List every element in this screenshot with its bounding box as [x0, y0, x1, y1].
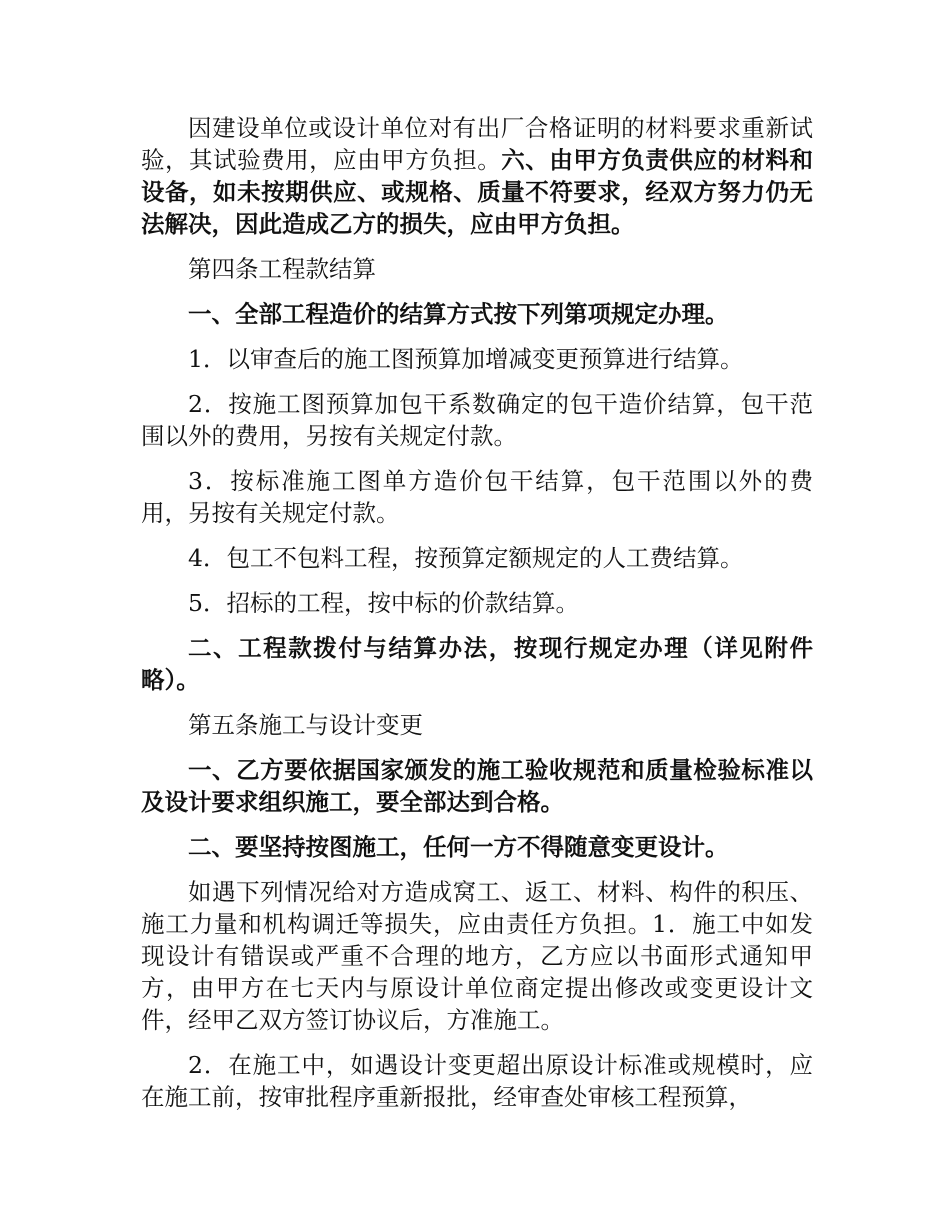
clause-payment-method: 二、工程款拨付与结算办法，按现行规定办理（详见附件略）。 — [141, 634, 813, 694]
list-item-4: 4．包工不包料工程，按预算定额规定的人工费结算。 — [188, 544, 744, 572]
document-page — [141, 112, 813, 1126]
paragraph-bold-text: 六、由甲方负责供应的材料和设备，如未按期供应、或规格、质量不符要求，经双方努力仍无法解决，因此造成乙方的损失，应由甲方负担。 — [141, 146, 814, 238]
clause-settlement-method: 一、全部工程造价的结算方式按下列第项规定办理。 — [188, 300, 729, 328]
list-item-3: 3．按标准施工图单方造价包干结算，包干范围以外的费用，另按有关规定付款。 — [141, 467, 813, 527]
paragraph-text: 因建设单位或设计单位对有出厂合格证明的材料要求重新试验，其试验费用，应由甲方负担。 — [141, 114, 813, 174]
section-heading-article-4: 第四条工程款结算 — [188, 255, 376, 283]
paragraph-loss-responsibility: 如遇下列情况给对方造成窝工、返工、材料、构件的积压、施工力量和机构调迁等损失，应由责任方负担。1．施工中如发现设计有错误或严重不合理的地方，乙方应以书面形式通知甲方，由甲方在七天内与原设计单位商定提出修改或变更设计文件，经甲乙双方签订协议后，方准施工。 — [141, 878, 813, 1034]
paragraph-material-retest — [141, 112, 813, 240]
list-item-5: 5．招标的工程，按中标的价款结算。 — [188, 589, 579, 617]
clause-construction-standards: 一、乙方要依据国家颁发的施工验收规范和质量检验标准以及设计要求组织施工，要全部达到合格。 — [141, 756, 813, 816]
clause-follow-drawings: 二、要坚持按图施工，任何一方不得随意变更设计。 — [188, 833, 729, 861]
section-heading-article-5: 第五条施工与设计变更 — [188, 711, 423, 739]
list-item-2: 2．按施工图预算加包干系数确定的包干造价结算，包干范围以外的费用，另按有关规定付款。 — [141, 390, 813, 450]
paragraph-design-change: 2．在施工中，如遇设计变更超出原设计标准或规模时，应在施工前，按审批程序重新报批，经审查处审核工程预算， — [141, 1051, 813, 1111]
list-item-1: 1．以审查后的施工图预算加增减变更预算进行结算。 — [188, 345, 744, 373]
